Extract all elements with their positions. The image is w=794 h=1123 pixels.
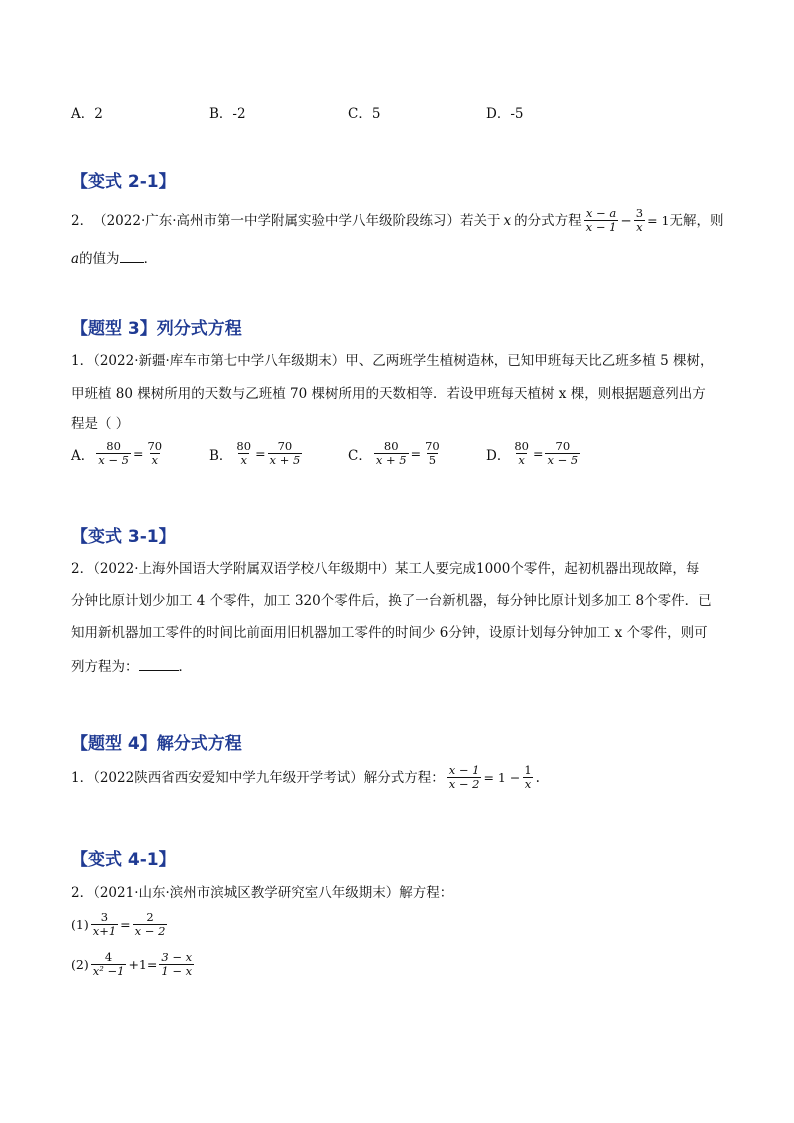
fraction-numerator: 3 [635, 206, 644, 220]
fraction-left [374, 440, 409, 467]
type-3-line1: 1．（2022·新疆·库车市第七中学八年级期末）甲、乙两班学生植树造林，已知甲班每天比乙班多植 5 棵树， [71, 353, 714, 369]
option-c: C．5 [348, 106, 381, 122]
fraction-denominator: 5 [428, 453, 437, 467]
option-d: D．-5 [486, 106, 524, 122]
fraction-numerator: 70 [147, 439, 163, 453]
fraction-denominator: x − 2 [134, 924, 166, 938]
fraction-right [159, 951, 194, 978]
fraction-left [512, 440, 531, 467]
part-label: (1) [71, 917, 89, 932]
fraction-denominator: x [151, 453, 159, 467]
equals-sign: = [532, 446, 544, 461]
equals-one-minus: = 1 − [483, 769, 521, 785]
option-label: B． [209, 447, 233, 464]
question-number: 2． [71, 212, 94, 229]
variant-3-1-heading: 【变式 3-1】 [71, 527, 176, 547]
period: ． [143, 251, 158, 267]
fraction-left [91, 911, 118, 938]
fraction-numerator: 1 [524, 763, 532, 777]
equals-sign: = [133, 446, 144, 461]
type-3-heading: 【题型 3】列分式方程 [71, 319, 242, 339]
variant-4-1-heading: 【变式 4-1】 [71, 850, 176, 870]
question-text: 1．（2022陕西省西安爱知中学九年级开学考试）解分式方程： [71, 769, 445, 786]
answer-blank[interactable] [120, 248, 144, 263]
answer-prompt: 的值为 [79, 251, 120, 267]
equals-sign: = [120, 917, 131, 932]
fraction-numerator: x − 1 [448, 763, 480, 777]
fraction-numerator: 3 [100, 910, 109, 924]
fraction-denominator: x + 5 [269, 453, 301, 467]
fraction-denominator: x − 5 [98, 453, 129, 467]
fraction-numerator: 70 [277, 439, 293, 453]
fraction-denominator: x + 5 [375, 453, 407, 467]
question-mid: 的分式方程 [514, 212, 582, 229]
period: ． [178, 659, 192, 675]
variant-2-1-heading: 【变式 2-1】 [71, 172, 176, 192]
variant-4-1-line1: 2．（2021·山东·滨州市滨城区教学研究室八年级期末）解方程： [71, 885, 454, 901]
fraction-numerator: 80 [236, 439, 252, 453]
fraction-denominator: x − 5 [547, 453, 579, 467]
fraction-x-minus-1-over-x-minus-2 [447, 764, 482, 791]
fraction-right [145, 440, 164, 467]
answer-blank[interactable] [139, 656, 179, 671]
equals-sign: = [255, 446, 266, 461]
variant-3-1-line2: 分钟比原计划少加工 4 个零件，加工 320个零件后，换了一台新机器，每分钟比原计划多加工 8个零件．已 [71, 593, 712, 609]
type-3-line2: 甲班植 80 棵树所用的天数与乙班植 70 棵树所用的天数相等．若设甲班每天植树 x 棵，则根据题意列出方 [71, 386, 706, 402]
fraction-numerator: 3 − x [161, 950, 193, 964]
equals-one: = 1 [647, 212, 670, 228]
question-tail: 无解，则 [669, 212, 724, 229]
fraction-1-over-x [522, 764, 533, 791]
period: . [535, 769, 540, 786]
fraction-right [133, 911, 168, 938]
option-b: B．-2 [209, 106, 246, 122]
variant-2-1-question [71, 207, 723, 234]
fraction-numerator: 70 [555, 439, 571, 453]
variable-x: x [503, 212, 512, 229]
fraction-denominator: x² −1 [92, 964, 125, 978]
variable-a: a [71, 251, 80, 267]
fraction-x-minus-a [584, 207, 619, 234]
variant-3-1-line1: 2．（2022·上海外国语大学附属双语学校八年级期中）某工人要完成1000个零件，起初机器出现故障，每 [71, 561, 700, 577]
fraction-left [234, 440, 253, 467]
variant-4-1-part-2 [71, 951, 196, 978]
answer-prompt: 列方程为： [71, 659, 139, 675]
fraction-numerator: 80 [106, 439, 121, 453]
fraction-denominator: x [636, 220, 643, 234]
variant-3-1-line4 [71, 656, 192, 676]
variant-3-1-line3: 知用新机器加工零件的时间比前面用旧机器加工零件的时间少 6分钟，设原计划每分钟加工 x 个零件，则可 [71, 625, 708, 641]
option-label: C． [348, 447, 372, 464]
type-3-option-a [71, 440, 166, 467]
fraction-left [96, 440, 131, 467]
fraction-denominator: x − 1 [585, 220, 617, 234]
fraction-numerator: 4 [104, 950, 113, 964]
type-3-option-b [209, 440, 304, 467]
fraction-numerator: 70 [425, 439, 440, 453]
type-3-option-d [486, 440, 582, 467]
fraction-denominator: 1 − x [161, 964, 193, 978]
fraction-numerator: 2 [146, 910, 154, 924]
type-4-heading: 【题型 4】解分式方程 [71, 734, 242, 754]
fraction-3-over-x [634, 207, 645, 234]
option-label: D． [486, 447, 511, 464]
fraction-left [91, 951, 127, 978]
minus-sign: − [620, 212, 632, 229]
type-3-line3: 程是（ ） [71, 416, 130, 432]
fraction-right [268, 440, 303, 467]
variant-2-1-line2 [71, 248, 157, 268]
fraction-denominator: x [240, 453, 247, 467]
fraction-denominator: x − 2 [448, 777, 480, 791]
option-a: A．2 [71, 106, 103, 122]
type-3-option-c [348, 440, 444, 467]
question-source: （2022·广东·高州市第一中学附属实验中学八年级阶段练习）若关于 [93, 212, 501, 229]
fraction-denominator: x [524, 777, 532, 791]
equals-sign: = [410, 446, 422, 461]
fraction-right [545, 440, 580, 467]
option-label: A． [71, 447, 95, 464]
fraction-numerator: 80 [514, 439, 529, 453]
type-4-question [71, 764, 540, 791]
fraction-numerator: x − a [585, 206, 617, 220]
part-label: (2) [71, 957, 89, 972]
fraction-numerator: 80 [383, 439, 399, 453]
fraction-denominator: x+1 [92, 924, 117, 938]
plus-one-equals: +1= [128, 957, 158, 972]
variant-4-1-part-1 [71, 911, 169, 938]
fraction-denominator: x [518, 453, 525, 467]
fraction-right [423, 440, 442, 467]
